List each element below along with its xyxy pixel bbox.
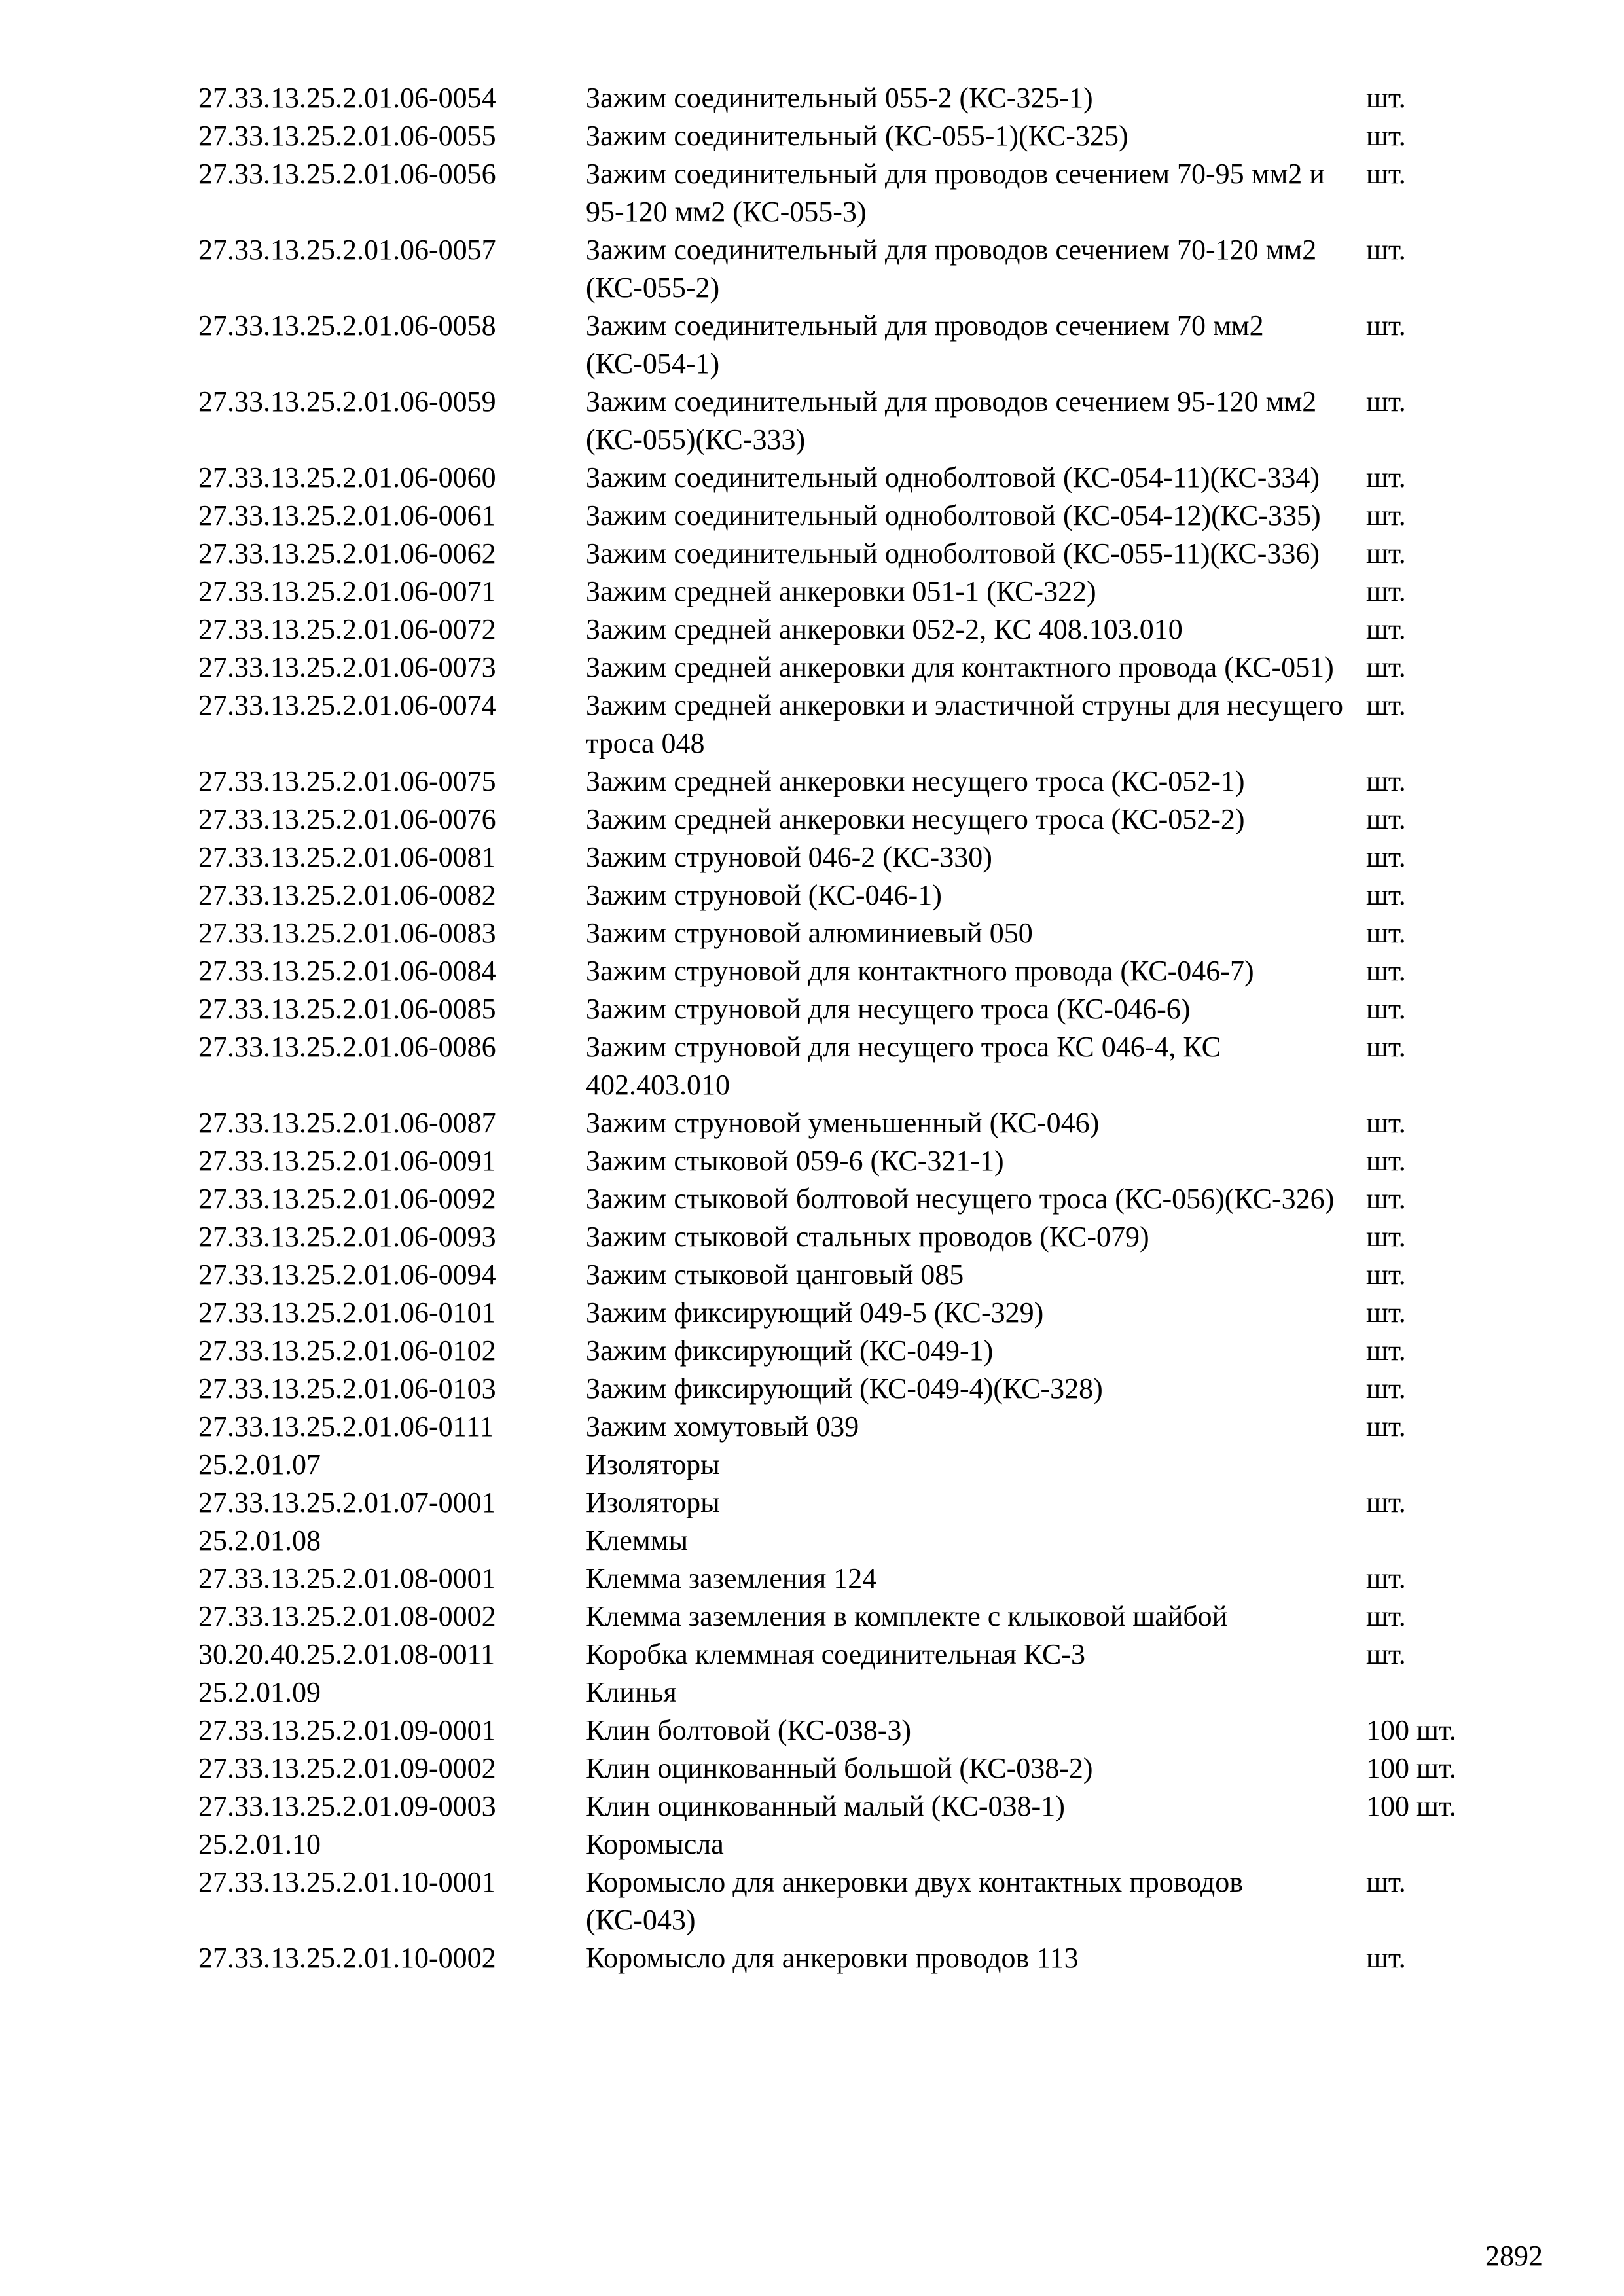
table-row: [198, 1825, 1507, 1863]
table-row: [198, 1028, 1507, 1104]
table-row: [198, 1560, 1507, 1598]
table-row: [198, 1446, 1507, 1484]
item-unit: шт.: [1366, 955, 1406, 987]
item-code: 27.33.13.25.2.01.06-0083: [198, 917, 496, 949]
price-list-table: [198, 79, 1507, 1977]
item-unit: шт.: [1366, 1107, 1406, 1139]
item-code: 27.33.13.25.2.01.06-0059: [198, 386, 496, 418]
table-row: [198, 231, 1507, 307]
item-unit: шт.: [1366, 993, 1406, 1025]
item-unit: шт.: [1366, 917, 1406, 949]
table-row: [198, 1674, 1507, 1712]
table-row: [198, 497, 1507, 535]
item-code: 27.33.13.25.2.01.10-0001: [198, 1866, 496, 1898]
item-code: 27.33.13.25.2.01.06-0102: [198, 1335, 496, 1367]
item-name: Зажим соединительный для проводов сечением 95-120 мм2 (КС-055)(КС-333): [586, 386, 1317, 456]
item-code: 27.33.13.25.2.01.06-0074: [198, 689, 496, 721]
item-unit: шт.: [1366, 1410, 1406, 1443]
table-row: [198, 1712, 1507, 1749]
item-name: Коромысло для анкеровки двух контактных проводов (КС-043): [586, 1866, 1244, 1936]
item-name: Зажим средней анкеровки несущего троса (КС-052-1): [586, 765, 1245, 797]
item-unit: шт.: [1366, 803, 1406, 835]
item-code: 27.33.13.25.2.01.06-0081: [198, 841, 496, 873]
item-code: 27.33.13.25.2.01.06-0085: [198, 993, 496, 1025]
item-code: 27.33.13.25.2.01.09-0003: [198, 1790, 496, 1822]
item-name: Изоляторы: [586, 1448, 720, 1480]
table-row: [198, 1142, 1507, 1180]
item-name: Зажим струновой для контактного провода (КС-046-7): [586, 955, 1254, 987]
item-code: 27.33.13.25.2.01.10-0002: [198, 1942, 496, 1974]
item-unit: шт.: [1366, 1866, 1406, 1898]
item-unit: шт.: [1366, 310, 1406, 342]
item-name: Зажим средней анкеровки для контактного провода (КС-051): [586, 651, 1334, 683]
page-number: 2892: [1485, 2240, 1543, 2272]
table-row: [198, 1939, 1507, 1977]
item-unit: шт.: [1366, 1297, 1406, 1329]
item-code: 27.33.13.25.2.01.09-0001: [198, 1714, 496, 1746]
item-name: Зажим соединительный для проводов сечением 70 мм2 (КС-054-1): [586, 310, 1264, 380]
item-code: 27.33.13.25.2.01.06-0058: [198, 310, 496, 342]
item-code: 27.33.13.25.2.01.07-0001: [198, 1486, 496, 1518]
item-unit: шт.: [1366, 1562, 1406, 1594]
item-name: Зажим струновой уменьшенный (КС-046): [586, 1107, 1100, 1139]
item-unit: шт.: [1366, 1031, 1406, 1063]
item-name: Зажим стыковой 059-6 (КС-321-1): [586, 1145, 1004, 1177]
item-code: 27.33.13.25.2.01.06-0056: [198, 158, 496, 190]
table-row: [198, 1370, 1507, 1408]
item-name: Изоляторы: [586, 1486, 720, 1518]
item-code: 27.33.13.25.2.01.06-0057: [198, 234, 496, 266]
item-unit: 100 шт.: [1366, 1752, 1456, 1784]
table-row: [198, 649, 1507, 687]
item-name: Зажим фиксирующий 049-5 (КС-329): [586, 1297, 1044, 1329]
item-unit: шт.: [1366, 1221, 1406, 1253]
table-row: [198, 155, 1507, 231]
item-unit: шт.: [1366, 1486, 1406, 1518]
item-name: Клемма заземления 124: [586, 1562, 877, 1594]
table-row: [198, 687, 1507, 762]
item-code: 27.33.13.25.2.01.06-0082: [198, 879, 496, 911]
table-row: [198, 1749, 1507, 1787]
item-unit: шт.: [1366, 386, 1406, 418]
table-row: [198, 1218, 1507, 1256]
table-row: [198, 1522, 1507, 1560]
item-code: 27.33.13.25.2.01.06-0086: [198, 1031, 496, 1063]
table-row: [198, 307, 1507, 383]
item-code: 25.2.01.10: [198, 1828, 321, 1860]
item-name: Клемма заземления в комплекте с клыковой шайбой: [586, 1600, 1228, 1632]
item-unit: шт.: [1366, 1259, 1406, 1291]
table-row: [198, 838, 1507, 876]
item-code: 25.2.01.08: [198, 1524, 321, 1556]
table-row: [198, 79, 1507, 117]
table-row: [198, 876, 1507, 914]
item-name: Зажим стыковой болтовой несущего троса (КС-056)(КС-326): [586, 1183, 1335, 1215]
table-row: [198, 573, 1507, 611]
item-name: Зажим фиксирующий (КС-049-1): [586, 1335, 994, 1367]
item-unit: шт.: [1366, 651, 1406, 683]
item-name: Коромысло для анкеровки проводов 113: [586, 1942, 1079, 1974]
item-code: 27.33.13.25.2.01.06-0075: [198, 765, 496, 797]
item-code: 27.33.13.25.2.01.09-0002: [198, 1752, 496, 1784]
item-name: Зажим стыковой стальных проводов (КС-079): [586, 1221, 1149, 1253]
item-name: Зажим струновой для несущего троса (КС-046-6): [586, 993, 1191, 1025]
item-code: 27.33.13.25.2.01.06-0061: [198, 499, 496, 531]
table-row: [198, 1787, 1507, 1825]
item-unit: шт.: [1366, 1600, 1406, 1632]
item-name: Зажим струновой 046-2 (КС-330): [586, 841, 992, 873]
item-name: Зажим соединительный 055-2 (КС-325-1): [586, 82, 1093, 114]
item-unit: шт.: [1366, 120, 1406, 152]
item-name: Зажим струновой (КС-046-1): [586, 879, 942, 911]
table-row: [198, 1180, 1507, 1218]
item-unit: шт.: [1366, 537, 1406, 569]
table-row: [198, 914, 1507, 952]
item-code: 27.33.13.25.2.01.06-0060: [198, 461, 496, 493]
item-unit: шт.: [1366, 499, 1406, 531]
item-name: Зажим соединительный для проводов сечением 70-120 мм2 (КС-055-2): [586, 234, 1317, 304]
item-name: Зажим фиксирующий (КС-049-4)(КС-328): [586, 1372, 1103, 1405]
item-unit: шт.: [1366, 765, 1406, 797]
item-code: 25.2.01.09: [198, 1676, 321, 1708]
item-unit: шт.: [1366, 575, 1406, 607]
item-unit: шт.: [1366, 1372, 1406, 1405]
item-name: Клин болтовой (КС-038-3): [586, 1714, 912, 1746]
item-unit: шт.: [1366, 879, 1406, 911]
item-name: Зажим стыковой цанговый 085: [586, 1259, 964, 1291]
table-row: [198, 1256, 1507, 1294]
item-code: 27.33.13.25.2.01.06-0087: [198, 1107, 496, 1139]
item-unit: шт.: [1366, 82, 1406, 114]
item-code: 27.33.13.25.2.01.06-0103: [198, 1372, 496, 1405]
table-row: [198, 990, 1507, 1028]
item-name: Клин оцинкованный большой (КС-038-2): [586, 1752, 1093, 1784]
item-name: Клеммы: [586, 1524, 689, 1556]
item-code: 30.20.40.25.2.01.08-0011: [198, 1638, 496, 1670]
item-unit: шт.: [1366, 158, 1406, 190]
item-name: Зажим соединительный одноболтовой (КС-054-11)(КС-334): [586, 461, 1320, 493]
table-row: [198, 383, 1507, 459]
item-code: 27.33.13.25.2.01.06-0101: [198, 1297, 496, 1329]
item-unit: шт.: [1366, 1335, 1406, 1367]
table-row: [198, 611, 1507, 649]
item-name: Коробка клеммная соединительная КС-3: [586, 1638, 1086, 1670]
item-name: Зажим средней анкеровки и эластичной струны для несущего троса 048: [586, 689, 1343, 759]
item-unit: 100 шт.: [1366, 1790, 1456, 1822]
item-name: Зажим соединительный одноболтовой (КС-055-11)(КС-336): [586, 537, 1320, 569]
table-row: [198, 117, 1507, 155]
item-unit: 100 шт.: [1366, 1714, 1456, 1746]
item-unit: шт.: [1366, 234, 1406, 266]
item-code: 27.33.13.25.2.01.06-0091: [198, 1145, 496, 1177]
item-name: Клин оцинкованный малый (КС-038-1): [586, 1790, 1065, 1822]
item-code: 27.33.13.25.2.01.06-0073: [198, 651, 496, 683]
item-name: Клинья: [586, 1676, 677, 1708]
table-row: [198, 535, 1507, 573]
item-name: Зажим средней анкеровки 051-1 (КС-322): [586, 575, 1096, 607]
item-unit: шт.: [1366, 1145, 1406, 1177]
item-unit: шт.: [1366, 1638, 1406, 1670]
table-row: [198, 1332, 1507, 1370]
table-row: [198, 1598, 1507, 1636]
item-code: 27.33.13.25.2.01.06-0084: [198, 955, 496, 987]
item-name: Зажим соединительный для проводов сечением 70-95 мм2 и 95-120 мм2 (КС-055-3): [586, 158, 1325, 228]
table-row: [198, 459, 1507, 497]
item-name: Коромысла: [586, 1828, 724, 1860]
item-code: 27.33.13.25.2.01.08-0001: [198, 1562, 496, 1594]
item-unit: шт.: [1366, 841, 1406, 873]
item-code: 27.33.13.25.2.01.06-0092: [198, 1183, 496, 1215]
item-code: 27.33.13.25.2.01.06-0094: [198, 1259, 496, 1291]
item-name: Зажим струновой алюминиевый 050: [586, 917, 1033, 949]
table-row: [198, 1294, 1507, 1332]
item-code: 27.33.13.25.2.01.06-0055: [198, 120, 496, 152]
table-row: [198, 800, 1507, 838]
item-name: Зажим соединительный (КС-055-1)(КС-325): [586, 120, 1128, 152]
item-unit: шт.: [1366, 613, 1406, 645]
table-row: [198, 952, 1507, 990]
item-code: 27.33.13.25.2.01.06-0054: [198, 82, 496, 114]
item-name: Зажим соединительный одноболтовой (КС-054-12)(КС-335): [586, 499, 1321, 531]
item-unit: шт.: [1366, 1942, 1406, 1974]
item-name: Зажим хомутовый 039: [586, 1410, 859, 1443]
item-name: Зажим средней анкеровки несущего троса (КС-052-2): [586, 803, 1245, 835]
item-code: 27.33.13.25.2.01.06-0111: [198, 1410, 494, 1443]
table-row: [198, 1863, 1507, 1939]
item-unit: шт.: [1366, 1183, 1406, 1215]
table-row: [198, 1636, 1507, 1674]
item-unit: шт.: [1366, 689, 1406, 721]
table-row: [198, 762, 1507, 800]
item-code: 27.33.13.25.2.01.06-0062: [198, 537, 496, 569]
item-code: 25.2.01.07: [198, 1448, 321, 1480]
item-code: 27.33.13.25.2.01.06-0071: [198, 575, 496, 607]
item-name: Зажим струновой для несущего троса КС 046-4, КС 402.403.010: [586, 1031, 1221, 1101]
table-row: [198, 1484, 1507, 1522]
item-code: 27.33.13.25.2.01.06-0076: [198, 803, 496, 835]
item-code: 27.33.13.25.2.01.06-0093: [198, 1221, 496, 1253]
table-row: [198, 1408, 1507, 1446]
item-code: 27.33.13.25.2.01.08-0002: [198, 1600, 496, 1632]
table-row: [198, 1104, 1507, 1142]
item-unit: шт.: [1366, 461, 1406, 493]
item-name: Зажим средней анкеровки 052-2, КС 408.103.010: [586, 613, 1183, 645]
item-code: 27.33.13.25.2.01.06-0072: [198, 613, 496, 645]
